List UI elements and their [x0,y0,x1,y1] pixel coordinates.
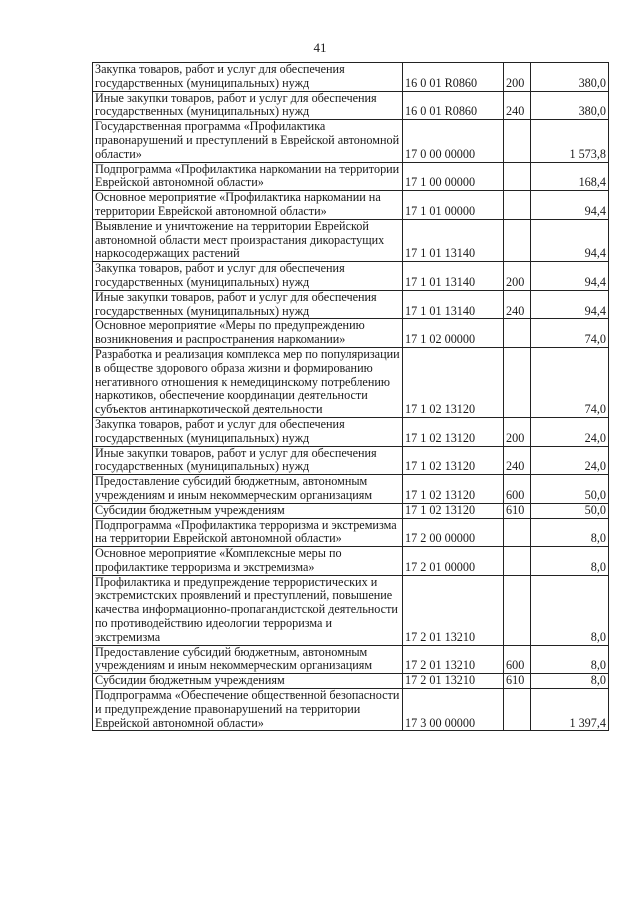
table-row [93,290,609,319]
row-amount-cell: 94,4 [531,290,609,319]
row-name-cell: Предоставление субсидий бюджетным, автономным учреждениям и иным некоммерческим организациям [93,475,403,504]
row-amount-cell: 94,4 [531,262,609,291]
row-code-cell: 17 1 02 13120 [403,347,504,417]
row-name-cell: Разработка и реализация комплекса мер по популяризации в обществе здорового образа жизни и формированию негативного отношения к немедицинскому потреблению наркотиков, обеспечение координации деятельности субъектов антинаркотической деятельности [93,347,403,417]
row-code-cell: 17 1 01 13140 [403,290,504,319]
row-amount-cell: 8,0 [531,575,609,645]
row-name-cell: Подпрограмма «Профилактика наркомании на территории Еврейской автономной области» [93,162,403,191]
page-number: 41 [313,40,327,55]
row-name-cell: Закупка товаров, работ и услуг для обеспечения государственных (муниципальных) нужд [93,63,403,92]
row-expense-type-cell [504,191,531,220]
row-name-cell: Подпрограмма «Профилактика терроризма и экстремизма на территории Еврейской автономной области» [93,518,403,547]
row-name-cell: Иные закупки товаров, работ и услуг для обеспечения государственных (муниципальных) нужд [93,91,403,120]
row-name-cell: Подпрограмма «Обеспечение общественной безопасности и предупреждение правонарушений на территории Еврейской автономной области» [93,689,403,731]
row-expense-type-cell: 600 [504,475,531,504]
row-expense-type-cell: 200 [504,262,531,291]
row-expense-type-cell [504,575,531,645]
row-code-cell: 16 0 01 R0860 [403,63,504,92]
row-expense-type-cell: 600 [504,645,531,674]
row-expense-type-cell: 200 [504,417,531,446]
row-expense-type-cell [504,120,531,162]
row-name-cell: Субсидии бюджетным учреждениям [93,674,403,689]
table-row [93,347,609,417]
row-code-cell: 17 1 02 13120 [403,446,504,475]
table-row [93,689,609,731]
table-row [93,547,609,576]
row-code-cell: 17 1 02 13120 [403,475,504,504]
row-expense-type-cell: 610 [504,674,531,689]
row-name-cell: Выявление и уничтожение на территории Еврейской автономной области мест произрастания дикорастущих наркосодержащих растений [93,219,403,261]
row-expense-type-cell [504,547,531,576]
row-amount-cell: 74,0 [531,347,609,417]
row-amount-cell: 94,4 [531,191,609,220]
row-amount-cell: 24,0 [531,446,609,475]
table-row [93,417,609,446]
table-row [93,120,609,162]
row-name-cell: Субсидии бюджетным учреждениям [93,503,403,518]
row-amount-cell: 380,0 [531,63,609,92]
table-row [93,91,609,120]
table-row [93,63,609,92]
row-name-cell: Основное мероприятие «Профилактика наркомании на территории Еврейской автономной области» [93,191,403,220]
row-expense-type-cell [504,162,531,191]
table-row [93,518,609,547]
row-code-cell: 17 1 00 00000 [403,162,504,191]
row-expense-type-cell: 610 [504,503,531,518]
row-amount-cell: 8,0 [531,547,609,576]
table-row [93,645,609,674]
row-expense-type-cell [504,319,531,348]
row-code-cell: 17 1 01 13140 [403,219,504,261]
table-row [93,503,609,518]
budget-table [92,62,609,731]
table-row [93,191,609,220]
row-expense-type-cell [504,219,531,261]
row-expense-type-cell [504,518,531,547]
table-row [93,219,609,261]
row-code-cell: 17 1 02 13120 [403,503,504,518]
row-code-cell: 17 1 01 13140 [403,262,504,291]
row-amount-cell: 24,0 [531,417,609,446]
row-code-cell: 17 2 01 13210 [403,575,504,645]
row-code-cell: 17 1 02 13120 [403,417,504,446]
row-amount-cell: 1 397,4 [531,689,609,731]
row-amount-cell: 50,0 [531,475,609,504]
row-code-cell: 17 1 01 00000 [403,191,504,220]
row-name-cell: Основное мероприятие «Комплексные меры по профилактике терроризма и экстремизма» [93,547,403,576]
row-expense-type-cell [504,689,531,731]
row-amount-cell: 74,0 [531,319,609,348]
table-row [93,162,609,191]
row-expense-type-cell: 240 [504,446,531,475]
row-code-cell: 17 2 01 13210 [403,645,504,674]
table-row [93,475,609,504]
row-expense-type-cell: 240 [504,290,531,319]
row-name-cell: Основное мероприятие «Меры по предупреждению возникновения и распространения наркомании» [93,319,403,348]
row-name-cell: Закупка товаров, работ и услуг для обеспечения государственных (муниципальных) нужд [93,417,403,446]
row-expense-type-cell [504,347,531,417]
row-code-cell: 17 1 02 00000 [403,319,504,348]
row-amount-cell: 94,4 [531,219,609,261]
row-amount-cell: 8,0 [531,674,609,689]
row-code-cell: 17 3 00 00000 [403,689,504,731]
row-amount-cell: 1 573,8 [531,120,609,162]
budget-table-body [93,63,609,731]
row-code-cell: 17 2 01 13210 [403,674,504,689]
row-name-cell: Государственная программа «Профилактика правонарушений и преступлений в Еврейской автономной области» [93,120,403,162]
row-name-cell: Предоставление субсидий бюджетным, автономным учреждениям и иным некоммерческим организациям [93,645,403,674]
table-row [93,575,609,645]
row-name-cell: Закупка товаров, работ и услуг для обеспечения государственных (муниципальных) нужд [93,262,403,291]
row-code-cell: 17 2 00 00000 [403,518,504,547]
row-code-cell: 17 0 00 00000 [403,120,504,162]
row-amount-cell: 380,0 [531,91,609,120]
row-expense-type-cell: 240 [504,91,531,120]
row-name-cell: Иные закупки товаров, работ и услуг для обеспечения государственных (муниципальных) нужд [93,290,403,319]
row-name-cell: Профилактика и предупреждение террористических и экстремистских проявлений и преступлений, повышение качества информационно-пропагандистской деятельности по противодействию идеологии терроризма и экстремизма [93,575,403,645]
row-code-cell: 17 2 01 00000 [403,547,504,576]
row-amount-cell: 168,4 [531,162,609,191]
row-code-cell: 16 0 01 R0860 [403,91,504,120]
row-name-cell: Иные закупки товаров, работ и услуг для обеспечения государственных (муниципальных) нужд [93,446,403,475]
table-row [93,446,609,475]
table-row [93,262,609,291]
table-row [93,674,609,689]
row-expense-type-cell: 200 [504,63,531,92]
row-amount-cell: 50,0 [531,503,609,518]
row-amount-cell: 8,0 [531,645,609,674]
row-amount-cell: 8,0 [531,518,609,547]
table-row [93,319,609,348]
